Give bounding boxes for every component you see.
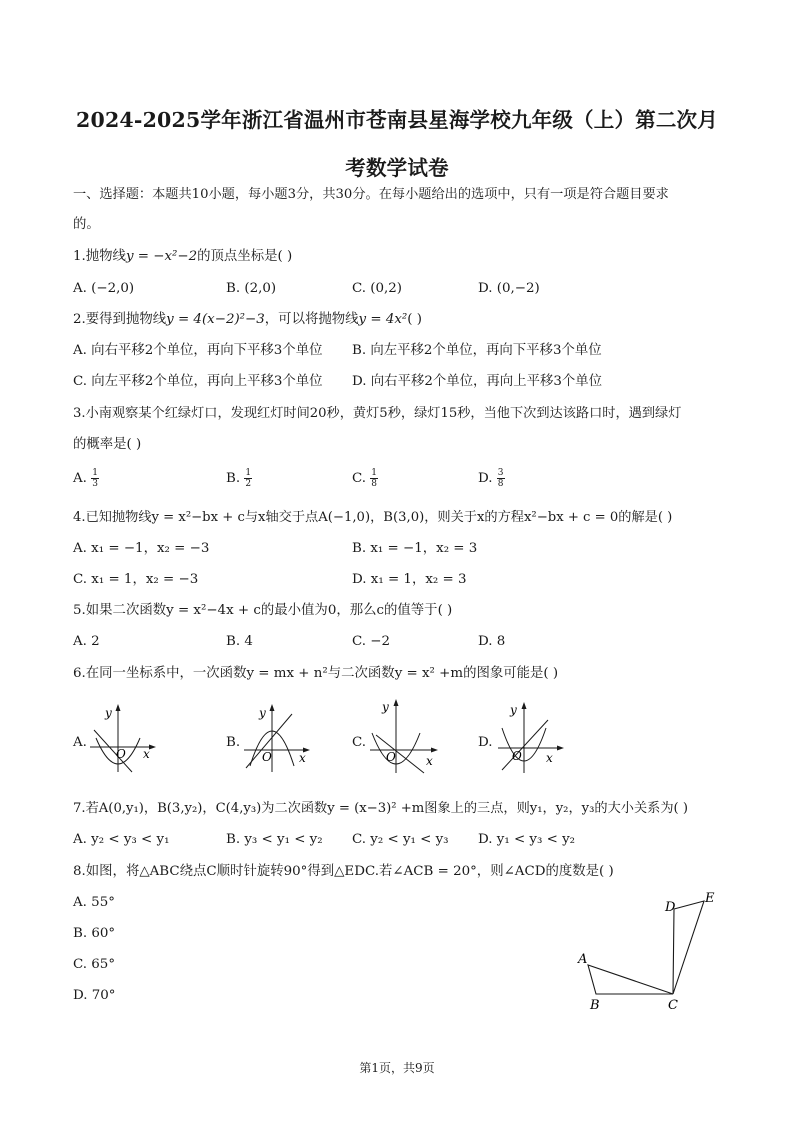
question-1-option-d[interactable]: D. (0,−2): [478, 281, 540, 296]
axis-x-label: x: [426, 754, 433, 768]
question-2-option-d[interactable]: D. 向右平移2个单位，再向上平移3个单位: [352, 374, 603, 389]
question-3-stem-line-1: 3.小南观察某个红绿灯口，发现红灯时间20秒，黄灯5秒，绿灯15秒，当他下次到达该路口时，遇到绿灯: [73, 406, 682, 421]
triangle-abc: [588, 965, 673, 994]
question-7-option-b[interactable]: B. y₃ < y₁ < y₂: [226, 832, 323, 847]
question-6-option-a-label[interactable]: A.: [73, 735, 87, 750]
question-2-text-b: ，可以将抛物线: [264, 312, 359, 327]
point-e-label: E: [705, 891, 715, 906]
fraction: $\frac{1}{2}$: [245, 468, 252, 489]
question-4-option-a[interactable]: A. x₁ = −1，x₂ = −3: [73, 541, 210, 556]
question-8-stem: 8.如图，将△ABC绕点C顺时针旋转90°得到△EDC.若∠ACB = 20°，则∠ACD的度数是( ): [73, 864, 614, 879]
question-5-option-a[interactable]: A. 2: [73, 634, 100, 649]
option-label: B.: [226, 471, 241, 486]
point-b-label: B: [590, 998, 600, 1013]
question-1-option-a[interactable]: A. (−2,0): [73, 281, 135, 296]
question-3-option-d[interactable]: [478, 468, 505, 489]
option-label: D.: [478, 471, 493, 486]
axis-y-label: y: [105, 706, 112, 720]
question-4-option-b[interactable]: B. x₁ = −1，x₂ = 3: [352, 541, 478, 556]
question-3-stem-line-2: 的概率是( ): [73, 437, 142, 452]
section-heading-line-1: 一、选择题：本题共10小题，每小题3分，共30分。在每小题给出的选项中，只有一项是符合题目要求: [73, 187, 669, 202]
point-a-label: A: [578, 952, 588, 967]
title-line-1: 2024-2025学年浙江省温州市苍南县星海学校九年级（上）第二次月: [76, 108, 718, 132]
question-6-option-d-label[interactable]: D.: [478, 735, 493, 750]
origin-label: O: [116, 747, 126, 761]
question-1-stem: [73, 247, 292, 267]
question-2-stem: [73, 310, 422, 330]
question-8-option-d[interactable]: D. 70°: [73, 988, 116, 1003]
question-6-option-c-label[interactable]: C.: [352, 735, 367, 750]
question-7-stem: 7.若A(0,y₁)，B(3,y₂)，C(4,y₃)为二次函数y = (x−3)² +m图象上的三点，则y₁，y₂，y₃的大小关系为( ): [73, 801, 688, 816]
question-2-text-c: ( ): [407, 312, 422, 327]
question-1-option-b[interactable]: B. (2,0): [226, 281, 277, 296]
question-3-option-b[interactable]: [226, 468, 252, 489]
question-2-option-a[interactable]: A. 向右平移2个单位，再向下平移3个单位: [73, 343, 323, 358]
axis-x-label: x: [546, 751, 553, 765]
question-6-stem: 6.在同一坐标系中，一次函数y = mx + n²与二次函数y = x² +m的图象可能是( ): [73, 666, 559, 681]
page-title: [40, 96, 754, 192]
question-5-option-c[interactable]: C. −2: [352, 634, 391, 649]
point-d-label: D: [665, 900, 676, 915]
question-7-option-d[interactable]: D. y₁ < y₃ < y₂: [478, 832, 576, 847]
axis-y-label: y: [510, 703, 517, 717]
question-2-text-a: 2.要得到抛物线: [73, 312, 167, 327]
question-5-option-b[interactable]: B. 4: [226, 634, 253, 649]
question-4-option-d[interactable]: D. x₁ = 1，x₂ = 3: [352, 572, 467, 587]
question-4-stem: 4.已知抛物线y = x²−bx + c与x轴交于点A(−1,0)，B(3,0)，则关于x的方程x²−bx + c = 0的解是( ): [73, 510, 673, 525]
section-heading-line-2: 的。: [73, 217, 100, 232]
question-7-option-c[interactable]: C. y₂ < y₁ < y₃: [352, 832, 449, 847]
page-number-footer: 第1页，共9页: [359, 1061, 435, 1075]
point-c-label: C: [668, 998, 678, 1013]
question-6-graph-c[interactable]: [368, 695, 440, 775]
question-1-formula: y = −x²−2: [125, 249, 198, 264]
question-6-graph-b[interactable]: [242, 700, 312, 775]
fraction: $\frac{3}{8}$: [497, 468, 504, 489]
fraction: $\frac{1}{8}$: [371, 468, 378, 489]
origin-label: O: [512, 749, 522, 763]
triangle-edc: [673, 901, 704, 994]
question-8-rotation-figure: [570, 885, 730, 1015]
origin-label: O: [386, 750, 396, 764]
origin-label: O: [262, 750, 272, 764]
question-5-option-d[interactable]: D. 8: [478, 634, 506, 649]
question-3-option-c[interactable]: [352, 468, 378, 489]
fraction: $\frac{1}{3}$: [92, 468, 98, 489]
question-8-option-b[interactable]: B. 60°: [73, 926, 116, 941]
question-8-option-a[interactable]: A. 55°: [73, 895, 115, 910]
axis-x-label: x: [143, 747, 150, 761]
axis-y-label: y: [382, 700, 389, 714]
question-1-text-a: 1.抛物线: [73, 249, 126, 264]
question-1-option-c[interactable]: C. (0,2): [352, 281, 403, 296]
axis-y-label: y: [259, 706, 266, 720]
question-8-option-c[interactable]: C. 65°: [73, 957, 116, 972]
question-6-graph-d[interactable]: [496, 698, 566, 775]
question-3-option-a[interactable]: [73, 468, 99, 489]
question-2-formula-2: y = 4x²: [358, 312, 408, 327]
question-1-text-b: 的顶点坐标是( ): [197, 249, 293, 264]
option-label: A.: [73, 471, 87, 486]
question-2-option-c[interactable]: C. 向左平移2个单位，再向上平移3个单位: [73, 374, 323, 389]
question-2-option-b[interactable]: B. 向左平移2个单位，再向下平移3个单位: [352, 343, 602, 358]
question-7-option-a[interactable]: A. y₂ < y₃ < y₁: [73, 832, 170, 847]
axis-x-label: x: [299, 751, 306, 765]
option-label: C.: [352, 471, 367, 486]
question-6-graph-a[interactable]: [88, 700, 158, 775]
title-line-2: 考数学试卷: [345, 156, 449, 180]
question-4-option-c[interactable]: C. x₁ = 1，x₂ = −3: [73, 572, 199, 587]
question-2-formula: y = 4(x−2)²−3: [166, 312, 265, 327]
question-6-option-b-label[interactable]: B.: [226, 735, 241, 750]
question-5-stem: 5.如果二次函数y = x²−4x + c的最小值为0，那么c的值等于( ): [73, 603, 453, 618]
